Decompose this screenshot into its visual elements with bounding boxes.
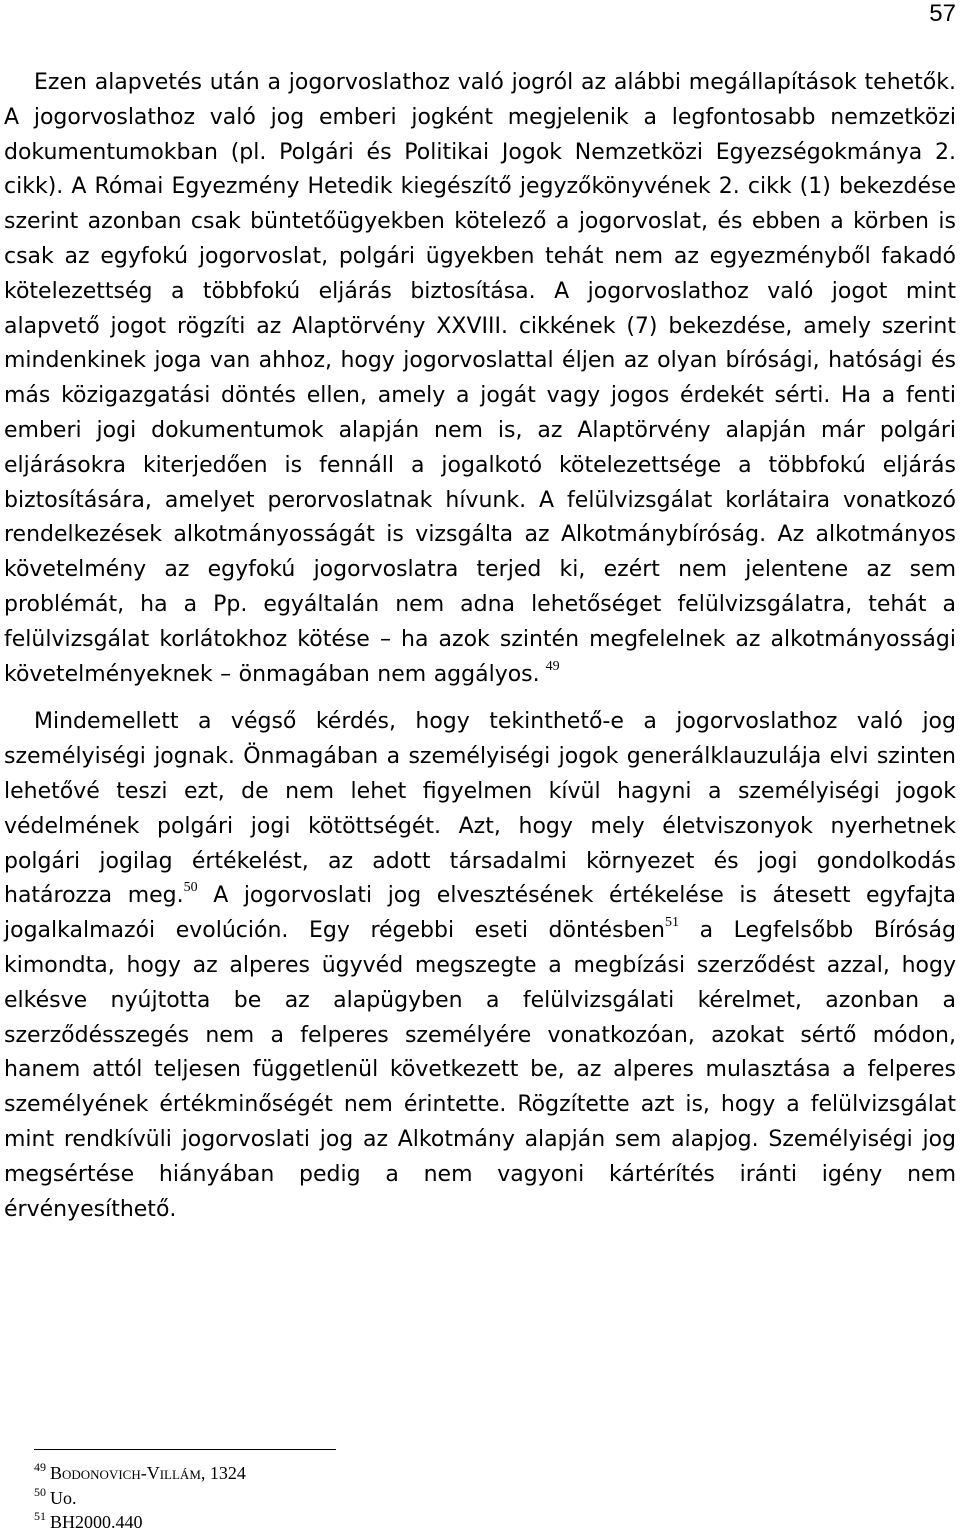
paragraph-2-text-a: Mindemellett a végső kérdés, hogy tekinthető-e a jogorvoslathoz való jog személyiségi jognak. Önmagában a személyiségi jogok generálklauzulája elvi szinten lehetővé teszi ezt, de nem lehet figyelmen kívül hagyni a személyiségi jogok védelmének polgári jogi kötöttségét. Azt, hogy mely életviszonyok nyerhetnek polgári jogilag értékelést, az adott társadalmi környezet és jogi gondolkodás határozza meg. bbox=[4, 709, 956, 909]
paragraph-1 bbox=[4, 66, 956, 692]
footnote-text: Uo. bbox=[50, 1487, 77, 1508]
paragraph-1-text: Ezen alapvetés után a jogorvoslathoz való jogról az alábbi megállapítások tehetők. A jogorvoslathoz való jog emberi jogként megjelenik a legfontosabb nemzetközi dokumentumokban (pl. Polgári és Politikai Jogok Nemzetközi Egyezségokmánya 2. cikk). A Római Egyezmény Hetedik kiegészítő jegyzőkönyvének 2. cikk (1) bekezdése szerint azonban csak büntetőügyekben kötelező a jogorvoslat, és ebben a körben is csak az egyfokú jogorvoslat, polgári ügyekben tehát nem az egyezményből fakadó kötelezettség a többfokú eljárás biztosítása. A jogorvoslathoz való jogot mint alapvető jogot rögzíti az Alaptörvény XXVIII. cikkének (7) bekezdése, amely szerint mindenkinek joga van ahhoz, hogy jogorvoslattal éljen az olyan bírósági, hatósági és más közigazgatási döntés ellen, amely a jogát vagy jogos érdekét sérti. Ha a fenti emberi jogi dokumentumok alapján nem is, az Alaptörvény alapján már polgári eljárásokra kiterjedően is fennáll a jogalkotó kötelezettsége a többfokú eljárás biztosítására, amelyet perorvoslatnak hívunk. A felülvizsgálat korlátaira vonatkozó rendelkezések alkotmányosságát is vizsgálta az Alkotmánybíróság. Az alkotmányos követelmény az egyfokú jogorvoslatra terjed ki, ezért nem jelentene az sem problémát, ha a Pp. egyáltalán nem adna lehetőséget felülvizsgálatra, tehát a felülvizsgálat korlátokhoz kötése – ha azok szintén megfelelnek az alkotmányossági követelményeknek – önmagában nem aggályos. bbox=[4, 70, 956, 687]
paragraph-2-text-c: a Legfelsőbb Bíróság kimondta, hogy az alperes ügyvéd megszegte a megbízási szerződést azzal, hogy elkésve nyújtotta be az alapügyben a felülvizsgálati kérelmet, azonban a szerződésszegés nem a felperes személyére vonatkozóan, azokat sértő módon, hanem attól teljesen függetlenül következett be, az alperes mulasztása a felperes személyének értékminőségét nem érintette. Rögzítette azt is, hogy a felülvizsgálat mint rendkívüli jogorvoslati jog az Alkotmány alapján sem alapjog. Személyiségi jog megsértése hiányában pedig a nem vagyoni kártérítés iránti igény nem érvényesíthető. bbox=[4, 918, 956, 1222]
footnotes bbox=[34, 1461, 246, 1535]
footnote-ref-51[interactable]: 51 bbox=[664, 915, 679, 931]
footnote-ref-49[interactable]: 49 bbox=[545, 658, 560, 674]
footnote-separator bbox=[34, 1449, 336, 1450]
paragraph-2 bbox=[4, 705, 956, 1227]
footnote-text: Bodonovich-Villám, 1324 bbox=[50, 1463, 246, 1483]
footnote-text: BH2000.440 bbox=[50, 1512, 143, 1532]
page-number: 57 bbox=[929, 0, 956, 27]
paragraph-2-text-b: A jogorvoslati jog elvesztésének értékelése is átesett egyfajta jogalkalmazói evolúción. Egy régebbi eseti döntésben bbox=[4, 883, 956, 944]
footnote-51 bbox=[34, 1510, 246, 1535]
footnote-number: 50 bbox=[34, 1484, 46, 1499]
footnote-ref-50[interactable]: 50 bbox=[183, 880, 198, 896]
document-body bbox=[4, 66, 956, 1227]
footnote-50 bbox=[34, 1486, 246, 1511]
footnote-49 bbox=[34, 1461, 246, 1486]
footnote-number: 49 bbox=[34, 1460, 46, 1474]
footnote-number: 51 bbox=[34, 1509, 46, 1523]
